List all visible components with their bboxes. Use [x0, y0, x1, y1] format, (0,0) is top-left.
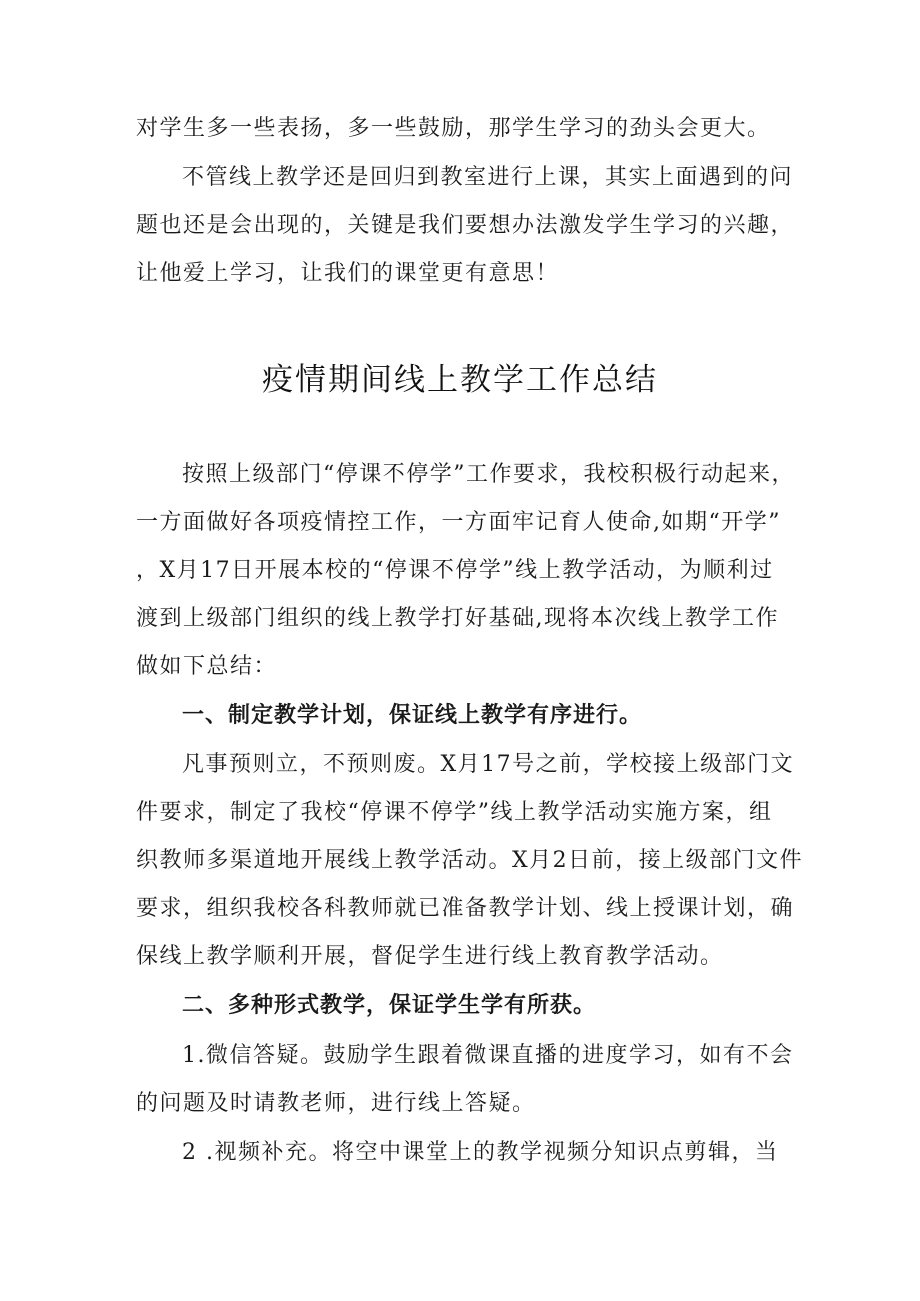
intro-line-3: ，X月17日开展本校的“停课不停学”线上教学活动，为顺利过	[136, 558, 774, 583]
section-2-line-1: 1.微信答疑。鼓励学生跟着微课直播的进度学习，如有不会	[182, 1043, 794, 1068]
continuation-line-2: 不管线上教学还是回归到教室进行上课，其实上面遇到的问	[182, 165, 794, 190]
section-2-line-3: 2 .视频补充。将空中课堂上的教学视频分知识点剪辑，当	[182, 1140, 779, 1165]
section-1-line-5: 保线上教学顺利开展，督促学生进行线上教育教学活动。	[136, 944, 724, 969]
article-title: 疫情期间线上教学工作总结	[262, 362, 658, 398]
continuation-line-4: 让他爱上学习，让我们的课堂更有意思！	[136, 261, 560, 286]
section-1-line-2: 件要求，制定了我校“停课不停学”线上教学活动实施方案，组	[136, 800, 773, 825]
section-1-line-4: 要求，组织我校各科教师就已准备教学计划、线上授课计划，确	[136, 896, 795, 921]
intro-line-1: 按照上级部门“停课不停学”工作要求，我校积极行动起来，	[182, 462, 795, 487]
section-2-line-2: 的问题及时请教老师，进行线上答疑。	[136, 1091, 536, 1116]
section-2-heading: 二、多种形式教学，保证学生学有所获。	[182, 993, 597, 1018]
section-1-heading: 一、制定教学计划，保证线上教学有序进行。	[182, 703, 643, 728]
section-1-line-1: 凡事预则立，不预则废。X月17号之前，学校接上级部门文	[182, 752, 795, 777]
intro-line-5: 做如下总结：	[136, 654, 278, 679]
continuation-line-1: 对学生多一些表扬，多一些鼓励，那学生学习的劲头会更大。	[136, 116, 771, 141]
section-1-line-3: 织教师多渠道地开展线上教学活动。X月2日前，接上级部门文件	[136, 848, 804, 873]
intro-line-4: 渡到上级部门组织的线上教学打好基础,现将本次线上教学工作	[136, 606, 779, 631]
continuation-line-3: 题也还是会出现的，关键是我们要想办法激发学生学习的兴趣，	[136, 213, 795, 238]
intro-line-2: 一方面做好各项疫情控工作，一方面牢记育人使命,如期“开学”	[136, 510, 781, 535]
